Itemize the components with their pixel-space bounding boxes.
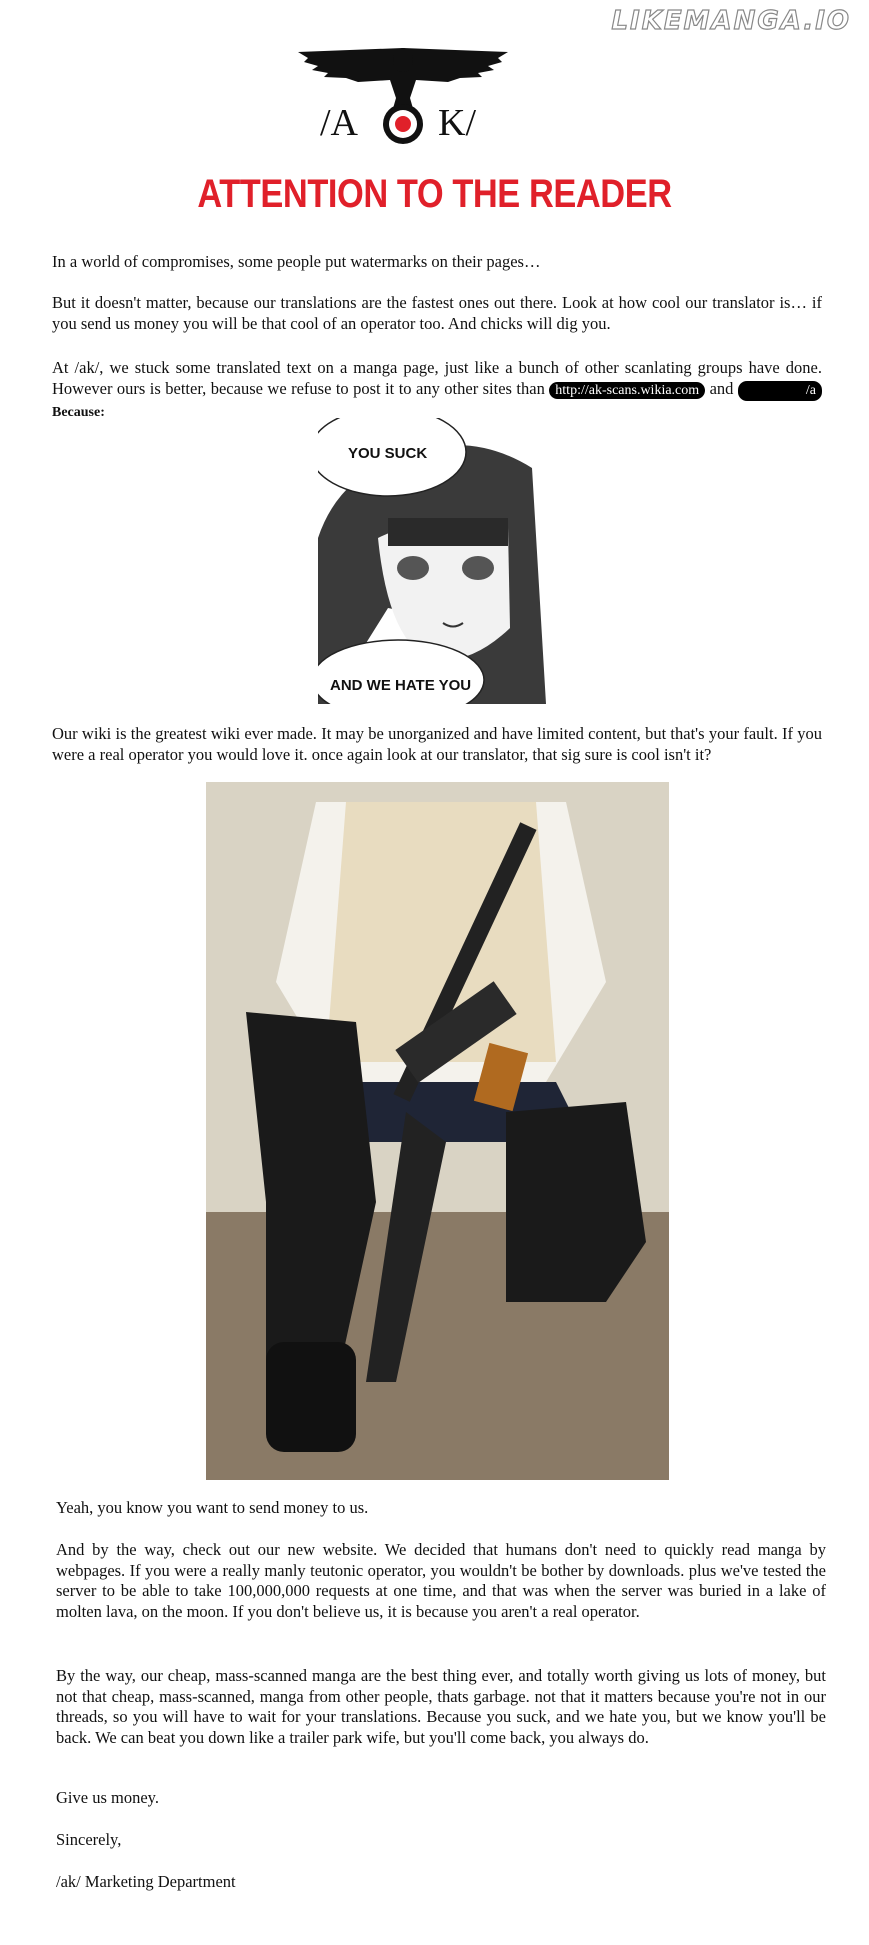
translator-paragraph: But it doesn't matter, because our translations are the fastest ones out there. Look at how cool our translator is… if you send us money you will be that cool of an operator too. And chicks will dig you. xyxy=(52,293,822,333)
site-watermark: LIKEMANGA.IO xyxy=(611,6,851,36)
bubble-bottom-text: AND WE HATE YOU xyxy=(330,677,472,694)
ak-logo xyxy=(298,40,508,148)
intro-paragraph: In a world of compromises, some people put watermarks on their pages… xyxy=(52,252,541,271)
money-paragraph: Yeah, you know you want to send money to us. xyxy=(56,1498,369,1517)
sites-paragraph xyxy=(52,358,822,424)
redacted-site: /a xyxy=(738,381,822,402)
website-paragraph: And by the way, check out our new website. We decided that humans don't need to quickly read manga by webpages. If you were a really manly teutonic operator, you wouldn't be bother by downloads. plus we've tested the server to be able to take 100,000,000 requests at one time, and that was when the server was buried in a lake of molten lava, on the moon. If you don't believe us, it is because you aren't a real operator. xyxy=(56,1540,826,1621)
roundel-icon xyxy=(383,104,423,144)
give-money-line: Give us money. xyxy=(56,1788,159,1807)
bubble-top-text: YOU SUCK xyxy=(348,445,428,462)
logo-left-text: /A xyxy=(320,102,358,144)
photo xyxy=(206,782,669,1480)
logo-right-text: K/ xyxy=(438,102,476,144)
sites-text-c: Because: xyxy=(52,405,105,420)
sites-text-a: At /ak/, we stuck some translated text on a manga page, just like a bunch of other scanlating groups have done. However ours is better, because we refuse to post it to any other sites than xyxy=(52,358,822,398)
wiki-paragraph: Our wiki is the greatest wiki ever made. It may be unorganized and have limited content, but that's your fault. If you were a real operator you would love it. once again look at our translator, that sig sure is cool isn't it? xyxy=(52,724,822,764)
manga-panel xyxy=(318,418,552,704)
headline: ATTENTION TO THE READER xyxy=(197,172,672,216)
sites-text-b: and xyxy=(705,378,738,398)
signature-line: /ak/ Marketing Department xyxy=(56,1872,236,1891)
manga-paragraph: By the way, our cheap, mass-scanned manga are the best thing ever, and totally worth giving us lots of money, but not that cheap, mass-scanned, manga from other people, thats garbage. not that it matters because you're not in our threads, so you will have to wait for your translations. Because you suck, and we hate you, but we know you'll be back. We can beat you down like a trailer park wife, but you'll come back, you always do. xyxy=(56,1666,826,1747)
wiki-link[interactable]: http://ak-scans.wikia.com xyxy=(549,382,705,399)
sincerely-line: Sincerely, xyxy=(56,1830,122,1849)
